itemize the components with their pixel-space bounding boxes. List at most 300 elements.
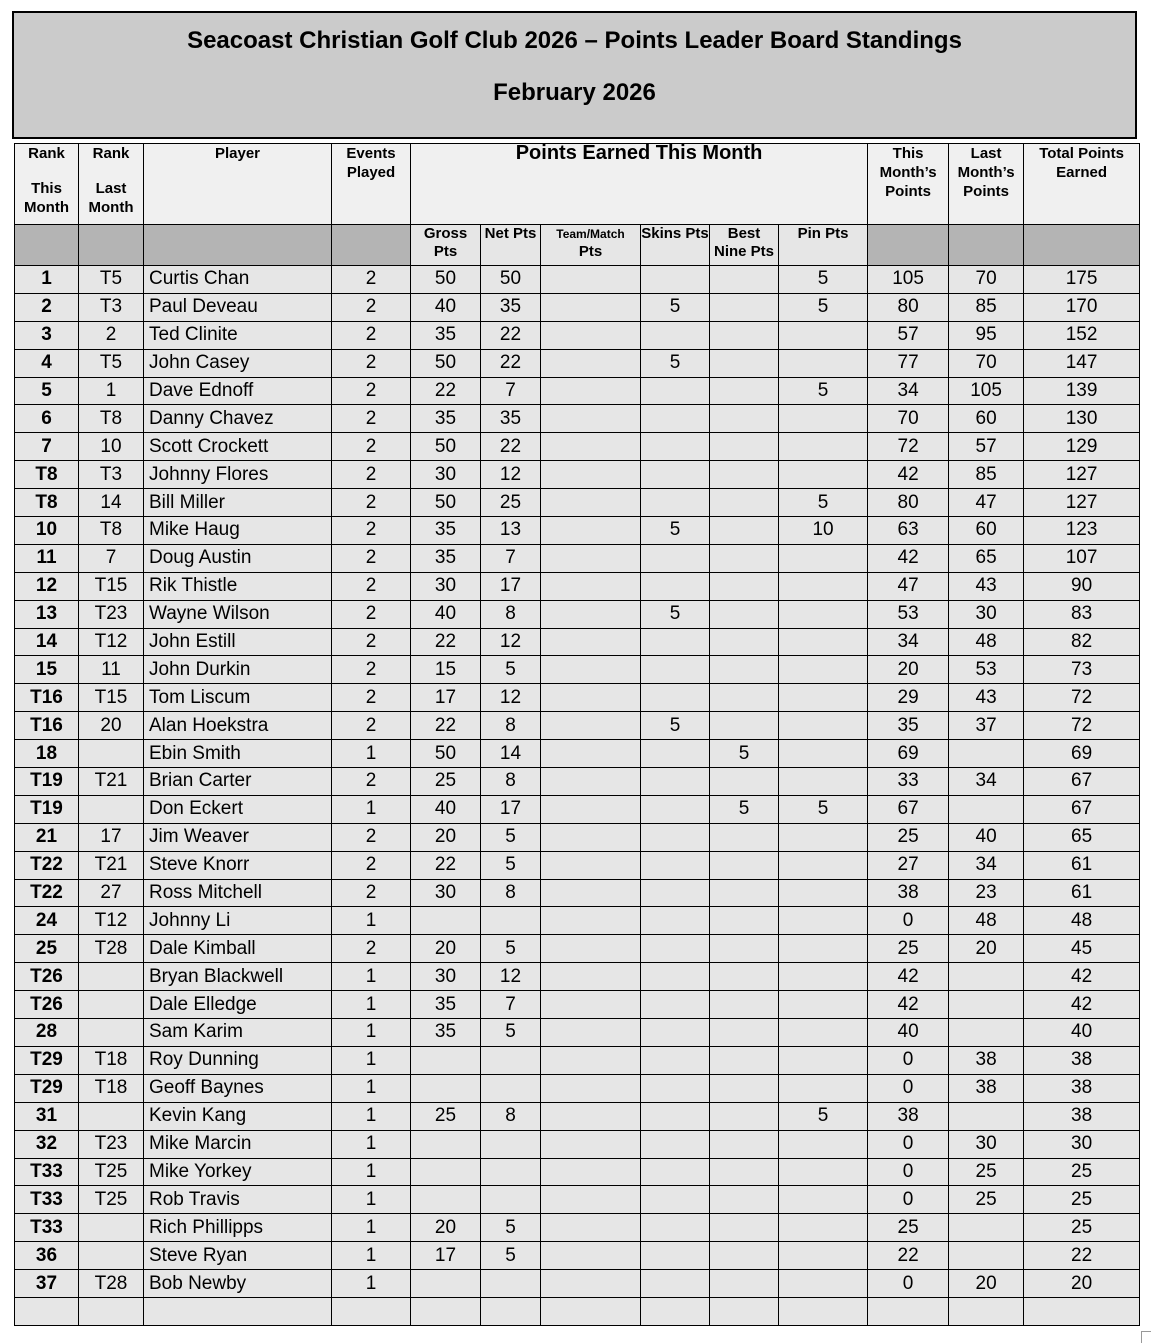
col-header-rank-last-month	[79, 144, 144, 225]
subheader-blank	[868, 225, 949, 266]
table-row	[15, 851, 1140, 879]
gross-pts-cell: 35	[411, 321, 481, 349]
team-match-label: Team/Match	[556, 227, 625, 241]
title-banner	[12, 11, 1137, 139]
total-points-cell: 30	[1024, 1130, 1140, 1158]
col-header-gross-pts: Gross Pts	[411, 225, 481, 266]
team-match-pts-cell	[541, 991, 641, 1019]
net-pts-cell	[481, 1130, 541, 1158]
this-month-points-cell: 22	[868, 1242, 949, 1270]
pin-pts-cell	[779, 991, 868, 1019]
table-row	[15, 935, 1140, 963]
gross-pts-cell: 15	[411, 656, 481, 684]
table-row	[15, 517, 1140, 545]
total-points-cell: 72	[1024, 684, 1140, 712]
team-match-pts-cell	[541, 600, 641, 628]
team-match-pts-cell	[541, 266, 641, 294]
rank-cell: 7	[15, 433, 79, 461]
pin-pts-cell: 5	[779, 489, 868, 517]
gross-pts-cell: 30	[411, 879, 481, 907]
best-nine-pts-cell	[710, 321, 779, 349]
total-points-cell: 61	[1024, 879, 1140, 907]
leaderboard-body	[15, 266, 1140, 1326]
player-name-cell: Doug Austin	[144, 544, 332, 572]
table-row	[15, 1019, 1140, 1047]
this-month-points-cell: 33	[868, 768, 949, 796]
pin-pts-cell	[779, 1270, 868, 1298]
rank-cell: T26	[15, 963, 79, 991]
subheader-blank	[949, 225, 1024, 266]
gross-pts-cell: 25	[411, 768, 481, 796]
net-pts-cell: 7	[481, 544, 541, 572]
rank-cell: 11	[15, 544, 79, 572]
table-row	[15, 433, 1140, 461]
pin-pts-cell	[779, 907, 868, 935]
player-name-cell: John Estill	[144, 628, 332, 656]
last-month-points-cell	[949, 991, 1024, 1019]
events-played-cell: 1	[332, 1214, 411, 1242]
this-month-points-cell: 67	[868, 795, 949, 823]
events-played-cell: 2	[332, 851, 411, 879]
team-match-pts-cell	[541, 1046, 641, 1074]
rank-cell: 1	[15, 266, 79, 294]
this-month-points-cell: 42	[868, 963, 949, 991]
last-month-points-cell: 34	[949, 768, 1024, 796]
table-row	[15, 349, 1140, 377]
player-name-cell: Wayne Wilson	[144, 600, 332, 628]
gross-pts-cell	[411, 1074, 481, 1102]
net-pts-cell: 5	[481, 851, 541, 879]
last-month-points-cell: 85	[949, 461, 1024, 489]
net-pts-cell: 50	[481, 266, 541, 294]
player-name-cell: Mike Haug	[144, 517, 332, 545]
rank-last-month-cell	[79, 963, 144, 991]
table-row	[15, 1242, 1140, 1270]
events-played-cell: 1	[332, 1270, 411, 1298]
gross-pts-cell: 22	[411, 851, 481, 879]
net-pts-cell	[481, 1158, 541, 1186]
skins-pts-cell	[641, 656, 710, 684]
table-row	[15, 1102, 1140, 1130]
gross-pts-cell	[411, 907, 481, 935]
rank-cell: T26	[15, 991, 79, 1019]
col-group-points-earned: Points Earned This Month	[411, 144, 868, 225]
team-match-pts-cell	[541, 712, 641, 740]
pin-pts-cell	[779, 1242, 868, 1270]
col-header-skins-pts: Skins Pts	[641, 225, 710, 266]
gross-pts-cell	[411, 1270, 481, 1298]
team-match-pts-cell	[541, 1214, 641, 1242]
team-match-pts-cell	[541, 935, 641, 963]
net-pts-cell: 8	[481, 879, 541, 907]
player-name-cell: Mike Marcin	[144, 1130, 332, 1158]
header-row	[15, 144, 1140, 225]
last-month-points-cell	[949, 1242, 1024, 1270]
net-pts-cell	[481, 907, 541, 935]
pin-pts-cell: 5	[779, 1102, 868, 1130]
table-row	[15, 1186, 1140, 1214]
table-row	[15, 1130, 1140, 1158]
last-month-points-cell: 43	[949, 572, 1024, 600]
skins-pts-cell	[641, 795, 710, 823]
rank-cell: 13	[15, 600, 79, 628]
total-points-cell: 65	[1024, 823, 1140, 851]
this-month-points-cell: 57	[868, 321, 949, 349]
best-nine-pts-cell	[710, 572, 779, 600]
rank-cell: T8	[15, 489, 79, 517]
total-points-cell: 73	[1024, 656, 1140, 684]
gross-pts-cell: 20	[411, 1214, 481, 1242]
subheader-blank	[15, 225, 79, 266]
total-points-cell: 170	[1024, 293, 1140, 321]
events-played-cell: 1	[332, 1242, 411, 1270]
rank-last-month-cell	[79, 795, 144, 823]
table-row	[15, 489, 1140, 517]
pin-pts-cell	[779, 851, 868, 879]
player-name-cell: Mike Yorkey	[144, 1158, 332, 1186]
table-row	[15, 1158, 1140, 1186]
pin-pts-cell	[779, 656, 868, 684]
player-name-cell: Curtis Chan	[144, 266, 332, 294]
last-month-points-cell: 95	[949, 321, 1024, 349]
gross-pts-cell: 50	[411, 489, 481, 517]
empty-cell	[641, 1297, 710, 1325]
col-header-rank-this-month	[15, 144, 79, 225]
events-played-cell: 1	[332, 1102, 411, 1130]
total-points-cell: 127	[1024, 461, 1140, 489]
net-pts-cell: 8	[481, 712, 541, 740]
total-points-cell: 127	[1024, 489, 1140, 517]
skins-pts-cell	[641, 321, 710, 349]
skins-pts-cell	[641, 740, 710, 768]
gross-pts-cell: 22	[411, 628, 481, 656]
total-points-cell: 67	[1024, 795, 1140, 823]
skins-pts-cell: 5	[641, 600, 710, 628]
events-played-cell: 2	[332, 600, 411, 628]
table-row	[15, 795, 1140, 823]
events-played-cell: 2	[332, 684, 411, 712]
events-played-cell: 2	[332, 293, 411, 321]
best-nine-pts-cell	[710, 656, 779, 684]
last-month-points-cell	[949, 795, 1024, 823]
player-name-cell: Bryan Blackwell	[144, 963, 332, 991]
last-month-points-cell: 34	[949, 851, 1024, 879]
pin-pts-cell	[779, 349, 868, 377]
best-nine-pts-cell	[710, 544, 779, 572]
total-points-cell: 40	[1024, 1019, 1140, 1047]
table-row	[15, 321, 1140, 349]
last-month-points-cell: 25	[949, 1158, 1024, 1186]
best-nine-pts-cell	[710, 1074, 779, 1102]
rank-last-month-cell: 17	[79, 823, 144, 851]
net-pts-cell: 17	[481, 795, 541, 823]
rank-last-month-cell: T12	[79, 628, 144, 656]
total-points-cell: 45	[1024, 935, 1140, 963]
total-points-cell: 147	[1024, 349, 1140, 377]
rank-cell: 6	[15, 405, 79, 433]
best-nine-pts-cell	[710, 405, 779, 433]
net-pts-cell: 5	[481, 1019, 541, 1047]
best-nine-pts-cell	[710, 768, 779, 796]
best-nine-pts-cell	[710, 851, 779, 879]
rank-last-month-cell	[79, 1019, 144, 1047]
skins-pts-cell	[641, 963, 710, 991]
this-month-points-cell: 69	[868, 740, 949, 768]
empty-cell	[1024, 1297, 1140, 1325]
events-played-cell: 2	[332, 544, 411, 572]
team-match-pts-cell	[541, 377, 641, 405]
skins-pts-cell	[641, 1019, 710, 1047]
gross-pts-cell: 20	[411, 823, 481, 851]
last-month-points-cell: 43	[949, 684, 1024, 712]
table-row	[15, 293, 1140, 321]
player-name-cell: Bill Miller	[144, 489, 332, 517]
this-month-points-cell: 38	[868, 879, 949, 907]
events-played-cell: 2	[332, 433, 411, 461]
best-nine-pts-cell	[710, 935, 779, 963]
rank-cell: 31	[15, 1102, 79, 1130]
this-month-points-cell: 70	[868, 405, 949, 433]
rank-cell: T16	[15, 684, 79, 712]
last-month-points-cell: 60	[949, 405, 1024, 433]
table-row	[15, 544, 1140, 572]
rank-cell: 32	[15, 1130, 79, 1158]
skins-pts-cell	[641, 851, 710, 879]
team-match-pts-cell	[541, 1270, 641, 1298]
best-nine-pts-cell	[710, 1186, 779, 1214]
rank-cell: T19	[15, 795, 79, 823]
rank-last-month-cell: T28	[79, 935, 144, 963]
team-match-pts-cell	[541, 572, 641, 600]
empty-cell	[15, 1297, 79, 1325]
events-played-cell: 2	[332, 879, 411, 907]
pin-pts-cell	[779, 544, 868, 572]
best-nine-pts-cell	[710, 377, 779, 405]
team-match-pts-cell	[541, 461, 641, 489]
last-month-points-cell: 30	[949, 600, 1024, 628]
events-played-cell: 1	[332, 1074, 411, 1102]
player-name-cell: Johnny Flores	[144, 461, 332, 489]
gross-pts-cell: 30	[411, 963, 481, 991]
best-nine-pts-cell	[710, 991, 779, 1019]
rank-cell: T29	[15, 1074, 79, 1102]
total-points-cell: 42	[1024, 963, 1140, 991]
player-name-cell: Ross Mitchell	[144, 879, 332, 907]
this-month-points-cell: 77	[868, 349, 949, 377]
team-match-pts-cell	[541, 768, 641, 796]
team-match-pts-cell	[541, 349, 641, 377]
gross-pts-cell: 40	[411, 795, 481, 823]
rank-last-month-cell	[79, 1102, 144, 1130]
rank-last-month-cell	[79, 991, 144, 1019]
this-month-points-cell: 0	[868, 1074, 949, 1102]
rank-cell: T33	[15, 1186, 79, 1214]
team-match-pts-cell	[541, 907, 641, 935]
table-row	[15, 823, 1140, 851]
table-row	[15, 907, 1140, 935]
net-pts-cell: 5	[481, 1242, 541, 1270]
player-name-cell: Ebin Smith	[144, 740, 332, 768]
total-points-cell: 130	[1024, 405, 1140, 433]
team-match-pts-cell	[541, 656, 641, 684]
net-pts-cell: 12	[481, 461, 541, 489]
rank-cell: T8	[15, 461, 79, 489]
col-header-team-match-pts	[541, 225, 641, 266]
rank-cell: T33	[15, 1158, 79, 1186]
rank-last-sublabel: Last Month	[88, 180, 134, 216]
skins-pts-cell	[641, 684, 710, 712]
col-header-total-points: Total Points Earned	[1024, 144, 1140, 225]
pin-pts-cell	[779, 740, 868, 768]
events-played-cell: 1	[332, 1046, 411, 1074]
gross-pts-cell: 40	[411, 600, 481, 628]
best-nine-pts-cell	[710, 1242, 779, 1270]
best-nine-pts-cell	[710, 1158, 779, 1186]
pin-pts-cell: 5	[779, 795, 868, 823]
table-row	[15, 1046, 1140, 1074]
gross-pts-cell: 30	[411, 572, 481, 600]
rank-cell: 3	[15, 321, 79, 349]
skins-pts-cell: 5	[641, 293, 710, 321]
player-name-cell: John Casey	[144, 349, 332, 377]
empty-cell	[411, 1297, 481, 1325]
rank-last-month-cell: T5	[79, 349, 144, 377]
rank-last-month-cell: T18	[79, 1074, 144, 1102]
pin-pts-cell	[779, 1158, 868, 1186]
skins-pts-cell	[641, 1214, 710, 1242]
rank-cell: 18	[15, 740, 79, 768]
player-name-cell: Geoff Baynes	[144, 1074, 332, 1102]
subheader-blank	[1024, 225, 1140, 266]
events-played-cell: 2	[332, 628, 411, 656]
gross-pts-cell	[411, 1130, 481, 1158]
last-month-points-cell	[949, 1214, 1024, 1242]
best-nine-pts-cell	[710, 349, 779, 377]
gross-pts-cell	[411, 1186, 481, 1214]
this-month-points-cell: 0	[868, 907, 949, 935]
this-month-points-cell: 34	[868, 377, 949, 405]
total-points-cell: 83	[1024, 600, 1140, 628]
rank-last-month-cell: T25	[79, 1186, 144, 1214]
last-month-points-cell: 23	[949, 879, 1024, 907]
table-row	[15, 712, 1140, 740]
subheader-blank	[144, 225, 332, 266]
events-played-cell: 1	[332, 963, 411, 991]
rank-last-month-cell: T8	[79, 405, 144, 433]
skins-pts-cell	[641, 768, 710, 796]
rank-last-month-cell: T15	[79, 572, 144, 600]
net-pts-cell: 5	[481, 823, 541, 851]
net-pts-cell: 22	[481, 433, 541, 461]
rank-cell: 15	[15, 656, 79, 684]
table-row	[15, 1214, 1140, 1242]
table-row	[15, 684, 1140, 712]
this-month-points-cell: 105	[868, 266, 949, 294]
net-pts-cell: 7	[481, 377, 541, 405]
player-name-cell: Johnny Li	[144, 907, 332, 935]
rank-cell: 37	[15, 1270, 79, 1298]
last-month-points-cell	[949, 1019, 1024, 1047]
skins-pts-cell	[641, 1130, 710, 1158]
this-month-points-cell: 42	[868, 991, 949, 1019]
skins-pts-cell	[641, 461, 710, 489]
events-played-cell: 2	[332, 489, 411, 517]
skins-pts-cell	[641, 879, 710, 907]
this-month-points-cell: 29	[868, 684, 949, 712]
this-month-points-cell: 72	[868, 433, 949, 461]
rank-last-month-cell: 14	[79, 489, 144, 517]
total-points-cell: 61	[1024, 851, 1140, 879]
net-pts-cell: 35	[481, 405, 541, 433]
skins-pts-cell	[641, 1186, 710, 1214]
events-played-cell: 2	[332, 768, 411, 796]
team-match-pts-cell	[541, 1242, 641, 1270]
pin-pts-cell: 5	[779, 293, 868, 321]
skins-pts-cell: 5	[641, 712, 710, 740]
skins-pts-cell	[641, 1102, 710, 1130]
player-name-cell: Paul Deveau	[144, 293, 332, 321]
events-played-cell: 2	[332, 572, 411, 600]
total-points-cell: 25	[1024, 1214, 1140, 1242]
rank-last-month-cell: T23	[79, 600, 144, 628]
pin-pts-cell	[779, 1074, 868, 1102]
best-nine-pts-cell	[710, 293, 779, 321]
skins-pts-cell	[641, 377, 710, 405]
last-month-points-cell: 105	[949, 377, 1024, 405]
total-points-cell: 123	[1024, 517, 1140, 545]
rank-cell: 28	[15, 1019, 79, 1047]
events-played-cell: 1	[332, 1019, 411, 1047]
team-match-pts-cell	[541, 740, 641, 768]
skins-pts-cell	[641, 935, 710, 963]
events-played-cell: 2	[332, 461, 411, 489]
skins-pts-cell	[641, 572, 710, 600]
col-header-pin-pts: Pin Pts	[779, 225, 868, 266]
best-nine-pts-cell	[710, 823, 779, 851]
net-pts-cell: 8	[481, 1102, 541, 1130]
this-month-points-cell: 0	[868, 1186, 949, 1214]
last-month-points-cell: 48	[949, 907, 1024, 935]
team-match-pts-cell	[541, 1074, 641, 1102]
events-played-cell: 2	[332, 517, 411, 545]
best-nine-pts-cell	[710, 1046, 779, 1074]
net-pts-cell: 5	[481, 1214, 541, 1242]
this-month-points-cell: 40	[868, 1019, 949, 1047]
rank-cell: 36	[15, 1242, 79, 1270]
total-points-cell: 42	[1024, 991, 1140, 1019]
player-name-cell: Bob Newby	[144, 1270, 332, 1298]
gross-pts-cell: 30	[411, 461, 481, 489]
last-month-points-cell: 37	[949, 712, 1024, 740]
net-pts-cell	[481, 1046, 541, 1074]
gross-pts-cell: 35	[411, 405, 481, 433]
gross-pts-cell: 25	[411, 1102, 481, 1130]
skins-pts-cell	[641, 433, 710, 461]
gross-pts-cell: 22	[411, 377, 481, 405]
rank-cell: T19	[15, 768, 79, 796]
rank-last-month-cell: T12	[79, 907, 144, 935]
total-points-cell: 69	[1024, 740, 1140, 768]
table-row	[15, 377, 1140, 405]
total-points-cell: 38	[1024, 1102, 1140, 1130]
empty-cell	[332, 1297, 411, 1325]
rank-last-label: Rank	[92, 145, 130, 162]
last-month-points-cell: 57	[949, 433, 1024, 461]
table-row	[15, 768, 1140, 796]
total-points-cell: 82	[1024, 628, 1140, 656]
skins-pts-cell	[641, 991, 710, 1019]
rank-last-month-cell: T28	[79, 1270, 144, 1298]
